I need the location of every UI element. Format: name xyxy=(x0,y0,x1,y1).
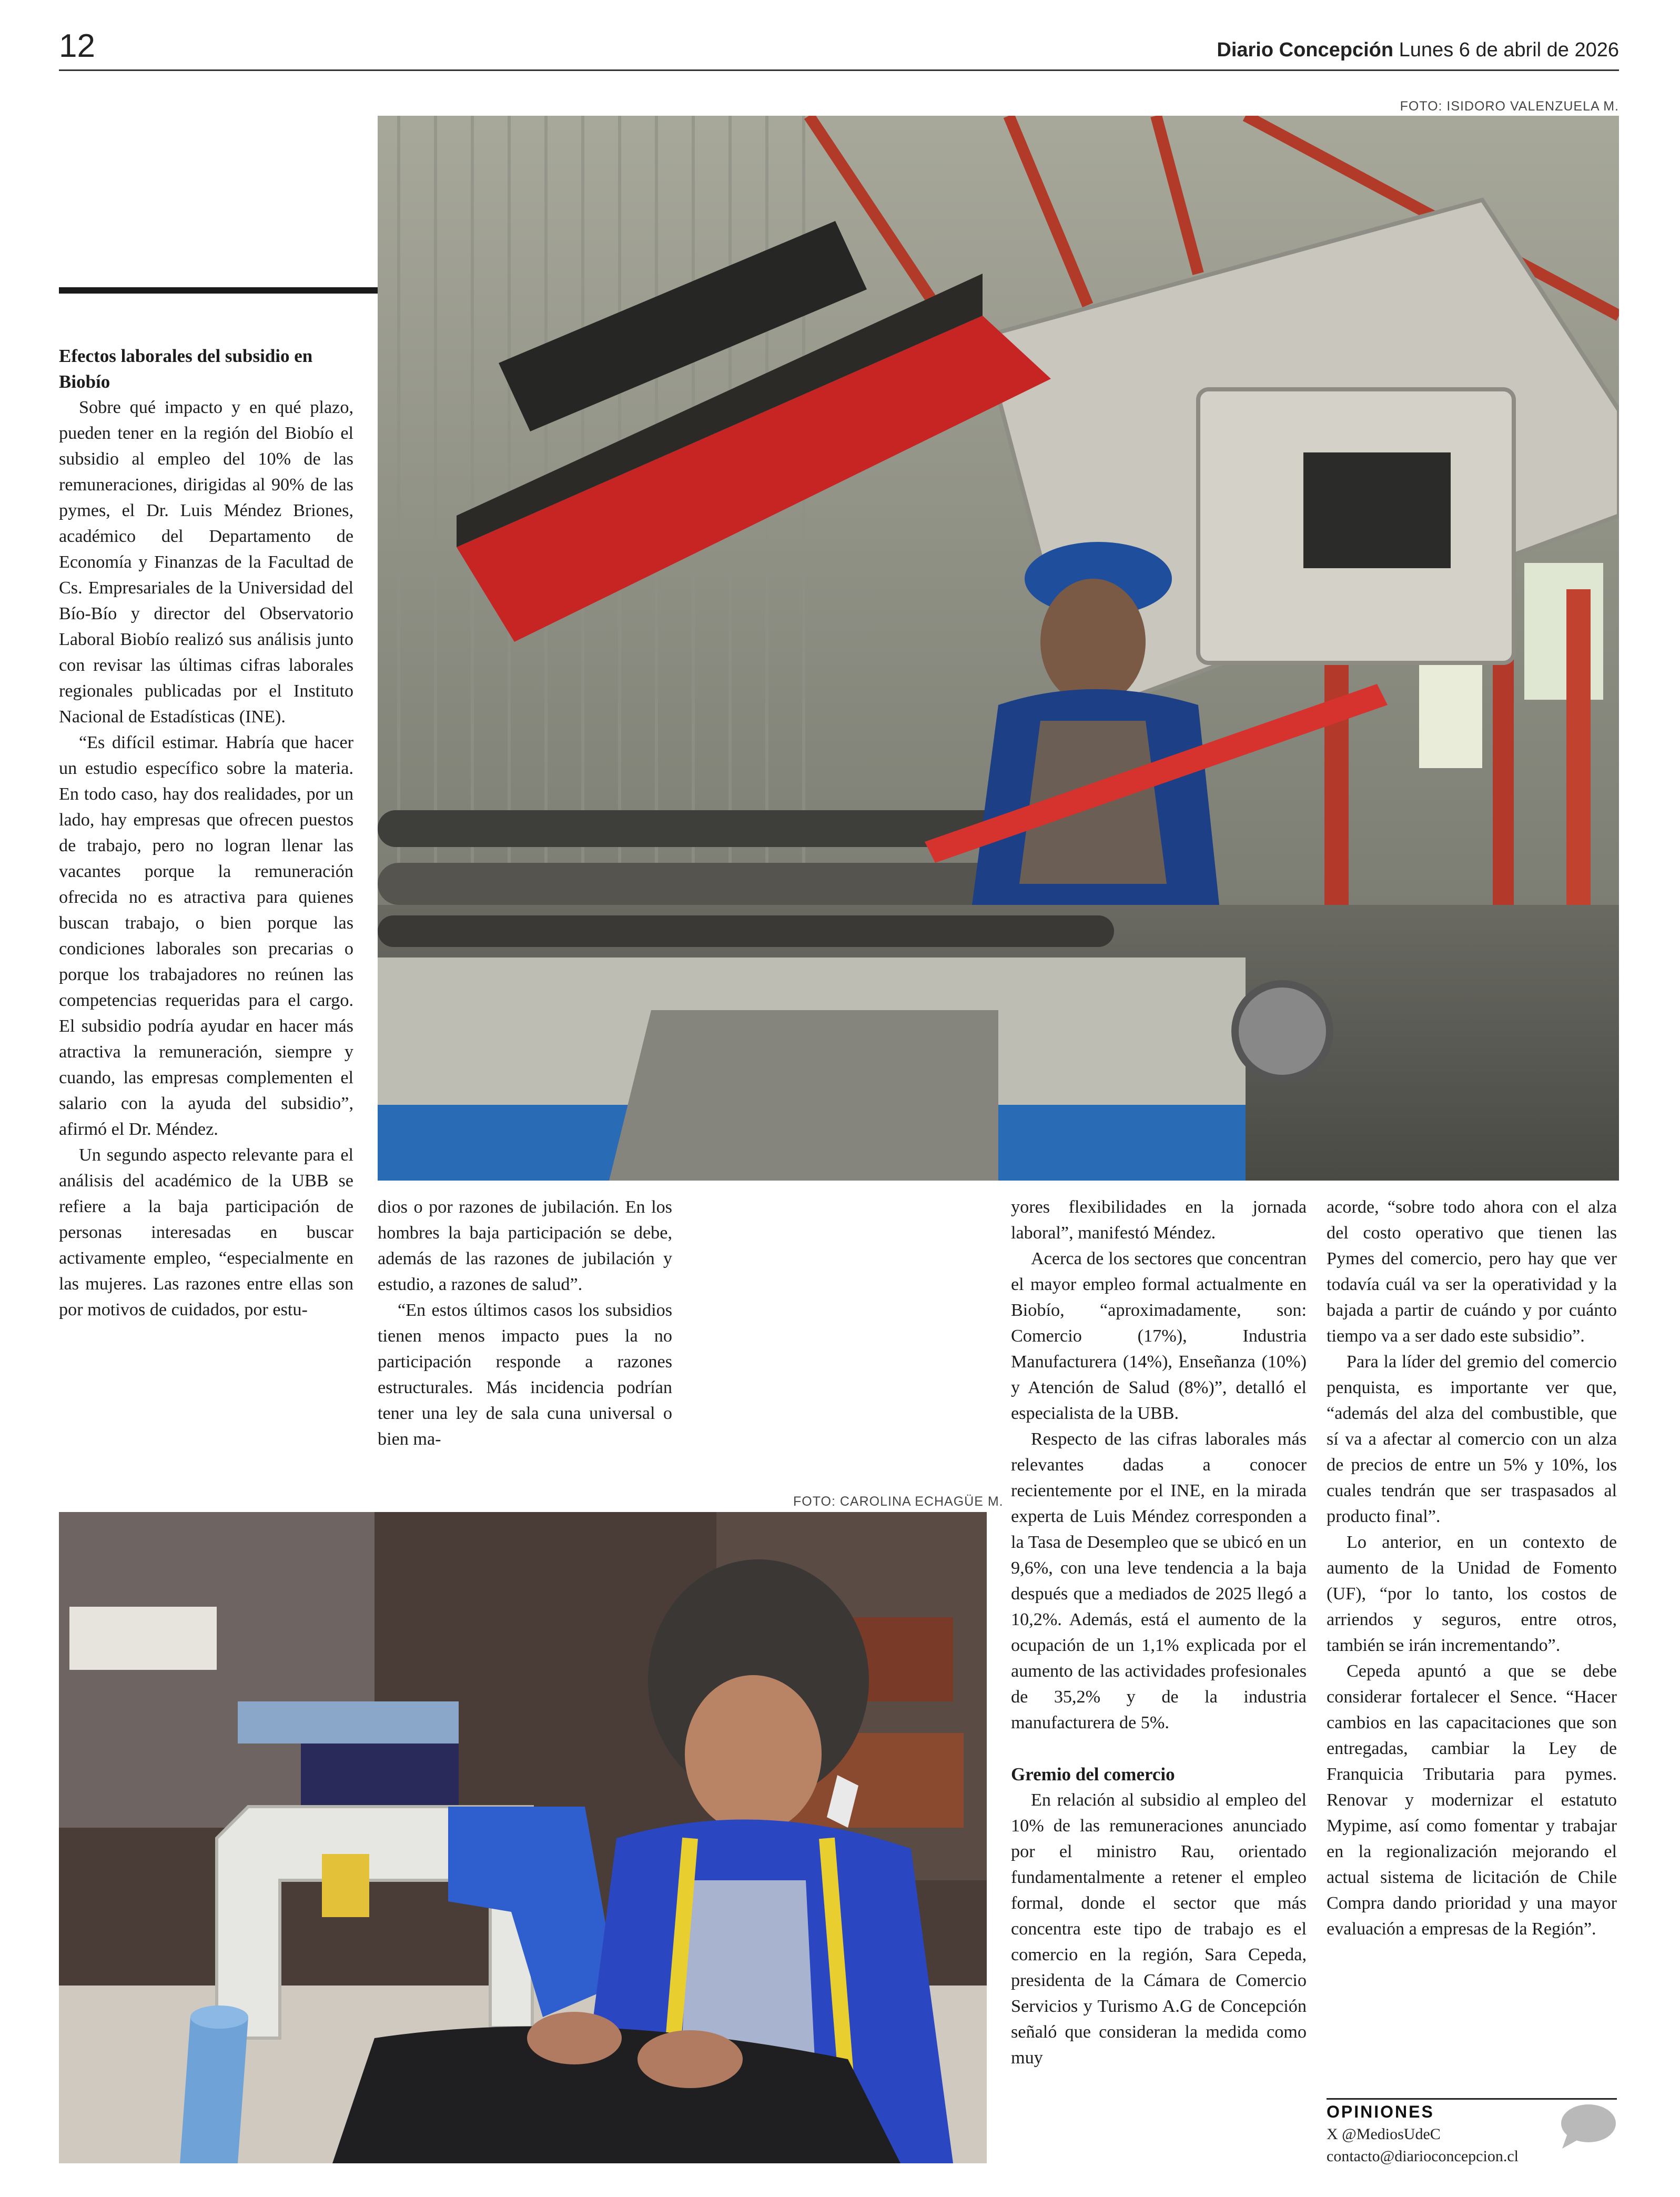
paragraph: Para la líder del gremio del comercio penquista, es importante ver que, “además del alza del combustible, que sí va a afectar al comercio con un alza de precios de entre un 5% y 10%, los cuales tendrán que ser traspasados al producto final”. xyxy=(1327,1352,1617,1526)
paragraph: dios o por razones de jubilación. En los hombres la baja participación se debe, además de las razones de jubilación y estudio, a razones de salud”. xyxy=(378,1197,672,1294)
paragraph: Acerca de los sectores que concentran el mayor empleo formal actualmente en Biobío, “aproximadamente, son: Comercio (17%), Industria Manufacturera (14%), Enseñanza (10%) y Atención de Salud (8%)”, detalló el especialista de la UBB. xyxy=(1011,1249,1307,1423)
bottom-photo-credit: FOTO: CAROLINA ECHAGÜE M. xyxy=(793,1494,1004,1509)
opiniones-label: OPINIONES xyxy=(1327,2102,1434,2121)
paragraph: Sobre qué impacto y en qué plazo, pueden tener en la región del Biobío el subsidio al empleo del 10% de las remuneraciones, dirigidas al 90% de las pymes, el Dr. Luis Méndez Briones, académico del Departamento de Economía y Finanzas de la Facultad de Cs. Empresariales de la Universidad del Bío-Bío y director del Observatorio Laboral Biobío realizó sus análisis junto con revisar las últimas cifras laborales regionales publicadas por el Instituto Nacional de Estadísticas (INE). xyxy=(59,398,353,727)
top-photo-credit: FOTO: ISIDORO VALENZUELA M. xyxy=(1400,99,1619,114)
paragraph: acorde, “sobre todo ahora con el alza del costo operativo que tienen las Pymes del comercio, pero hay que ver todavía cuál va ser la operatividad y la bajada a partir de cuándo y por cuánto tiempo va a ser dado este subsidio”. xyxy=(1327,1197,1617,1346)
paragraph: Lo anterior, en un contexto de aumento de la Unidad de Fomento (UF), “por lo tanto, los costos de arriendos y seguros, entre otros, también se irán incrementando”. xyxy=(1327,1533,1617,1655)
paragraph-spacer xyxy=(1011,1736,1307,1761)
seamstress-photo xyxy=(59,1512,987,2163)
header-rule xyxy=(59,69,1619,71)
article-column-2 xyxy=(378,1194,672,1452)
publication-name[interactable]: Diario Concepción xyxy=(1217,39,1394,61)
article-column-1 xyxy=(59,343,353,1323)
paragraph: En relación al subsidio al empleo del 10% de las remuneraciones anunciado por el ministro Rau, orientado fundamentalmente a retener el empleo formal, donde el sector que más concentra este tipo de trabajo es el comercio en la región, Sara Cepeda, presidenta de la Cámara de Comercio Servicios y Turismo A.G de Concepción señaló que consideran la medida como muy xyxy=(1011,1790,1307,2068)
social-handle[interactable]: X @MediosUdeC xyxy=(1327,2125,1441,2143)
paragraph: Cepeda apuntó a que se debe considerar fortalecer el Sence. “Hacer cambios en las capacitaciones que son entregadas, cambiar la Ley de Franquicia Tributaria para pymes. Renovar y modernizar el estatuto Mypime, así como fomentar y trabajar en la regionalización mejorando el actual sistema de licitación de Chile Compra dando prioridad y una mayor evaluación a empresas de la Región”. xyxy=(1327,1661,1617,1939)
bottom-photo xyxy=(59,1512,987,2163)
page-number: 12 xyxy=(59,28,95,64)
speech-bubble-icon xyxy=(1558,2102,1617,2150)
paragraph: Respecto de las cifras laborales más relevantes dadas a conocer recientemente por el INE, en la mirada experta de Luis Méndez corresponden a la Tasa de Desempleo que se ubicó en un 9,6%, con una leve tendencia a la baja después que a mediados de 2025 llegó a 10,2%. Además, está el aumento de la ocupación de un 1,1% explicada por el aumento de las actividades profesionales de 35,2% y de la industria manufacturera de 5%. xyxy=(1011,1429,1307,1732)
section-heading-gremio: Gremio del comercio xyxy=(1011,1764,1175,1785)
masthead xyxy=(1217,39,1619,62)
top-photo xyxy=(378,116,1619,1181)
footer-rule xyxy=(1327,2098,1617,2100)
paragraph: Un segundo aspecto relevante para el análisis del académico de la UBB se refiere a la baja participación de personas interesadas en buscar activamente empleo, “especialmente en las mujeres. Las razones entre ellas son por motivos de cuidados, por estu- xyxy=(59,1145,353,1319)
article-column-3 xyxy=(1011,1194,1307,2071)
issue-date: Lunes 6 de abril de 2026 xyxy=(1399,39,1619,61)
metal-workshop-photo xyxy=(378,116,1619,1181)
paragraph: “Es difícil estimar. Habría que hacer un estudio específico sobre la materia. En todo caso, hay dos realidades, por un lado, hay empresas que ofrecen puestos de trabajo, pero no logran llenar las vacantes porque la remuneración ofrecida no es atractiva para quienes buscan trabajo, o bien porque las condiciones laborales son precarias o porque los trabajadores no reúnen las competencias requeridas para el cargo. El subsidio podría ayudar en hacer más atractiva la remuneración, siempre y cuando, las empresas complementen el salario con la ayuda del subsidio”, afirmó el Dr. Méndez. xyxy=(59,733,353,1139)
section-divider-bar xyxy=(59,287,378,294)
contact-email[interactable]: contacto@diarioconcepcion.cl xyxy=(1327,2148,1519,2165)
paragraph: “En estos últimos casos los subsidios tienen menos impacto pues la no participación responde a razones estructurales. Más incidencia podrían tener una ley de sala cuna universal o bien ma- xyxy=(378,1301,672,1449)
article-column-4 xyxy=(1327,1194,1617,1942)
paragraph: yores flexibilidades en la jornada laboral”, manifestó Méndez. xyxy=(1011,1197,1307,1243)
section-heading-efectos: Efectos laborales del subsidio en Biobío xyxy=(59,346,313,392)
